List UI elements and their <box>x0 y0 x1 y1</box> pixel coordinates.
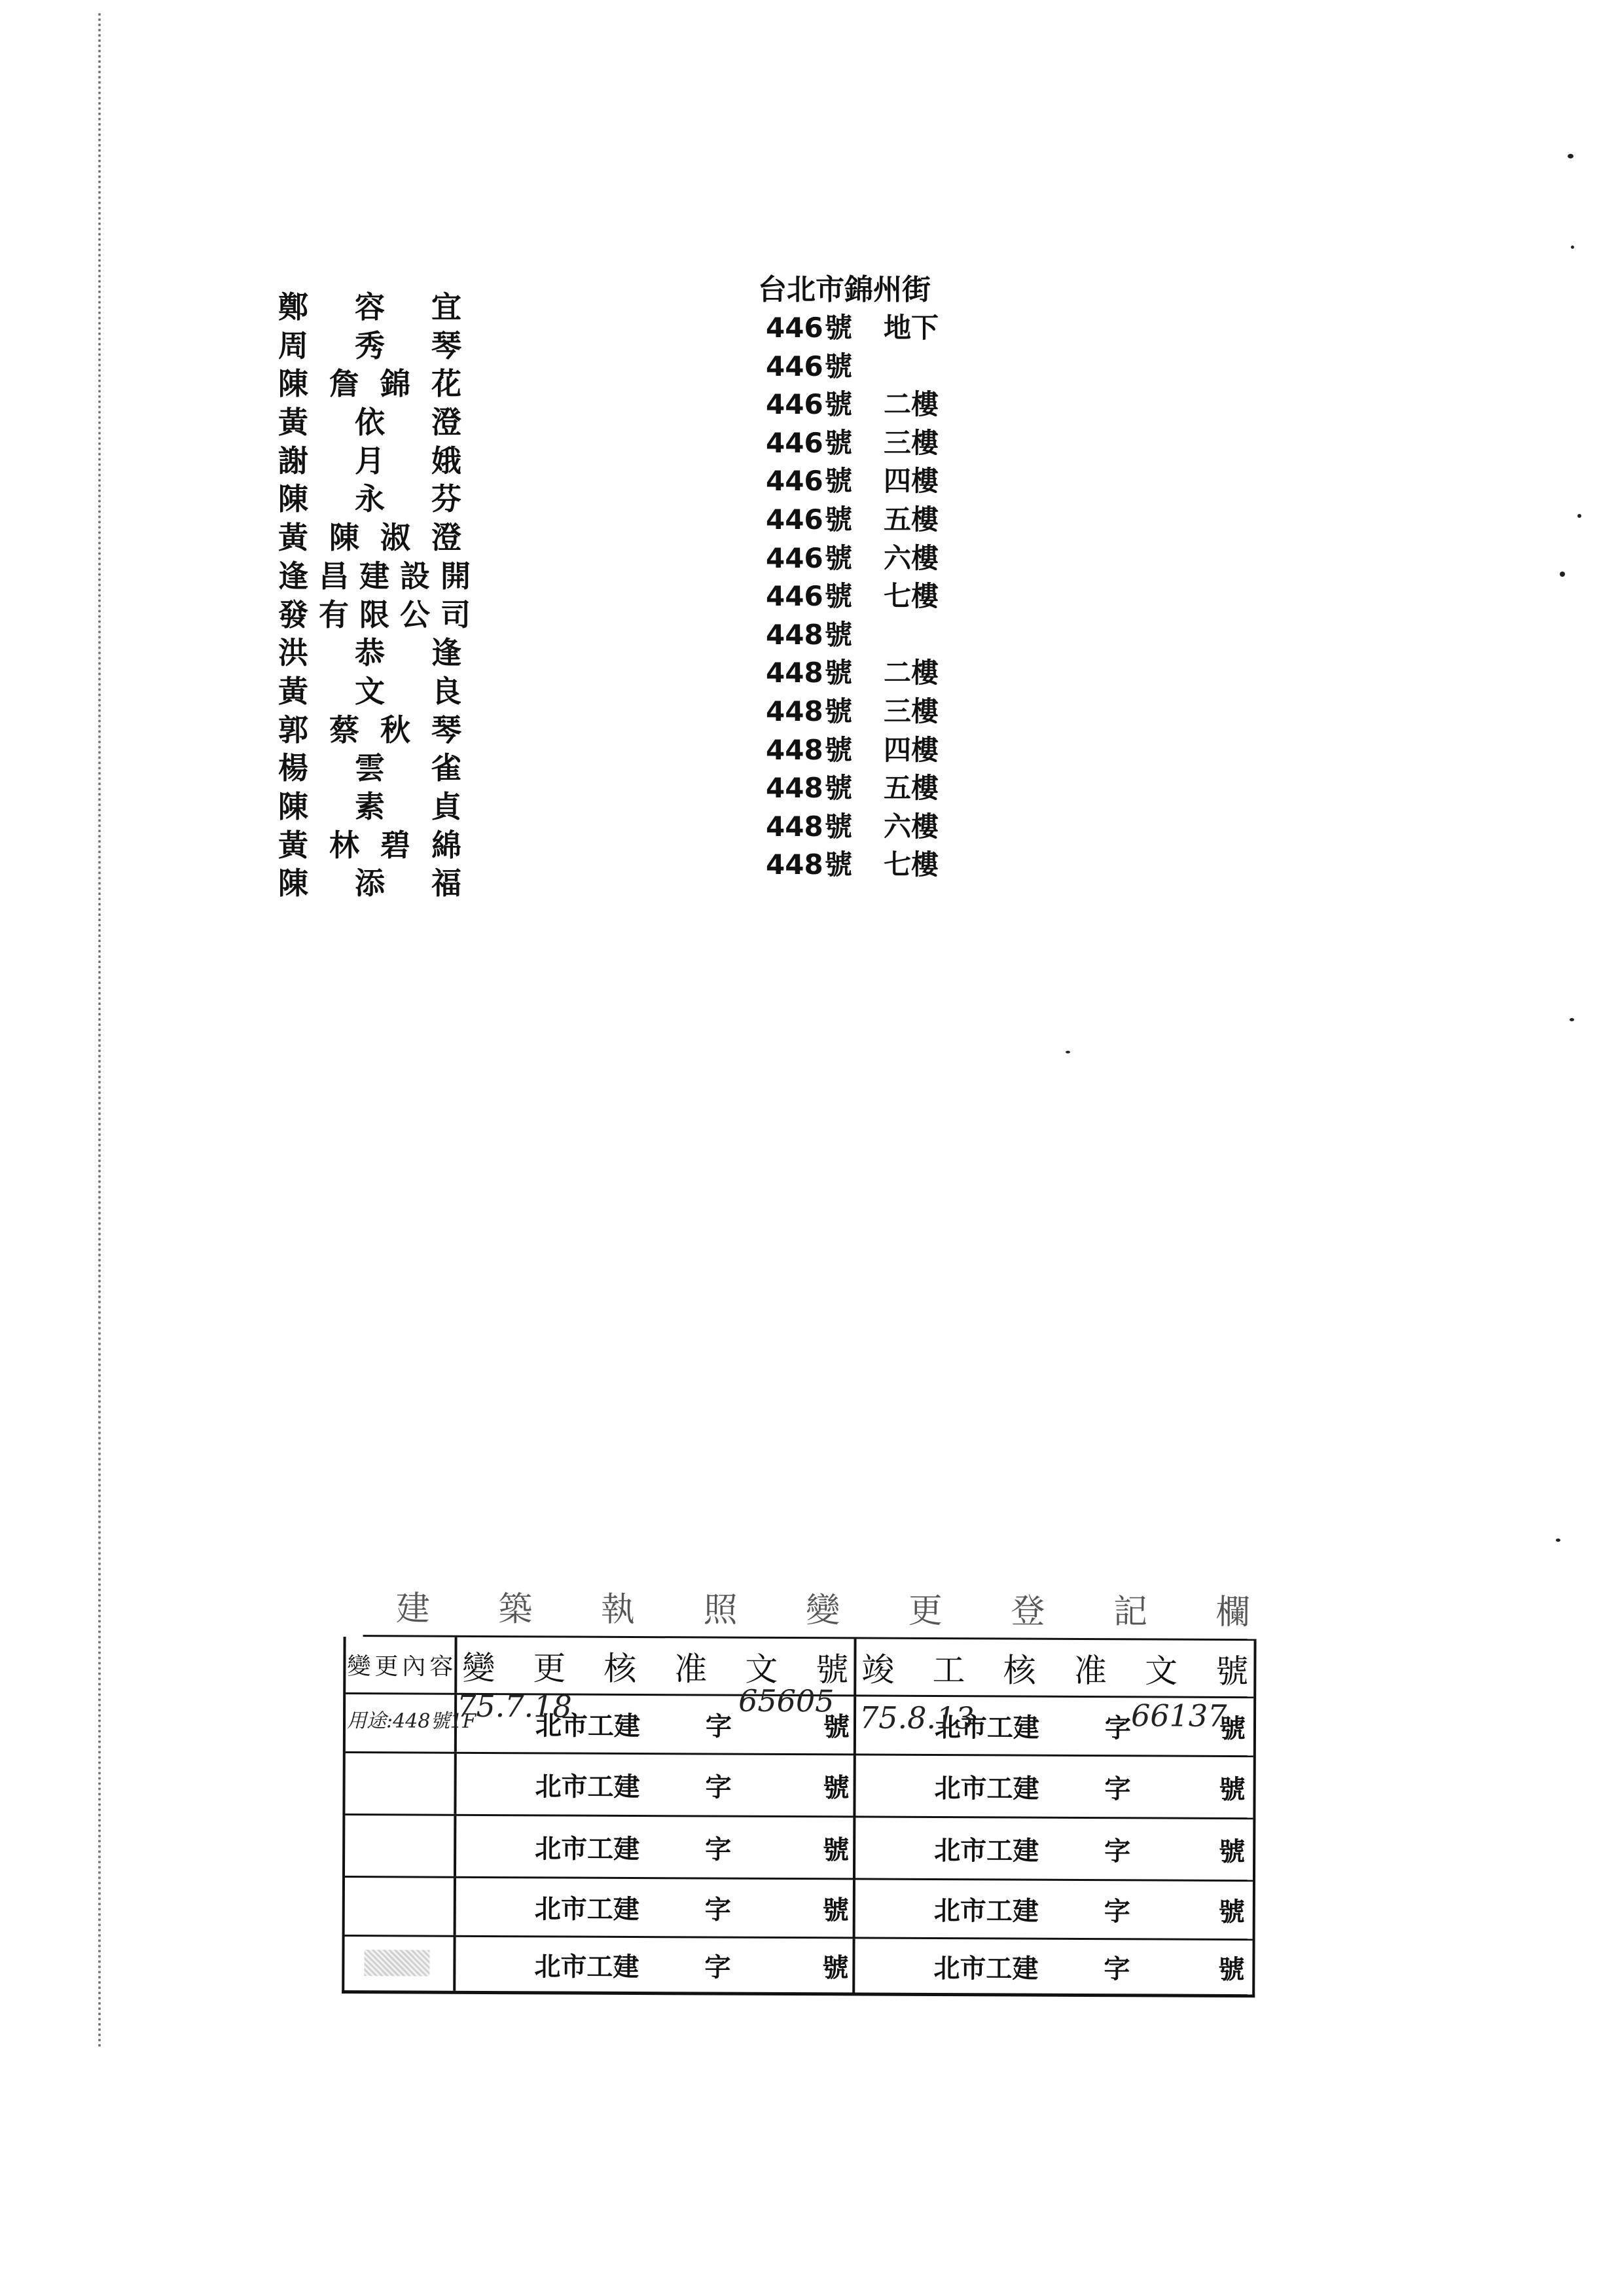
scan-speck <box>1577 514 1581 518</box>
address-line <box>766 348 939 386</box>
address-line <box>766 539 939 578</box>
address-floor: 三樓 <box>884 695 939 727</box>
address-line <box>766 693 939 731</box>
address-num: 448 <box>766 810 823 843</box>
handwritten-no1: 65605 <box>738 1683 835 1719</box>
owner-name: 陳 添 福 <box>278 866 461 902</box>
header-completion-approval-no: 竣 工 核 准 文 號 <box>861 1650 1249 1690</box>
register-title-char: 登 <box>1011 1591 1045 1631</box>
approval-hao: 號 <box>1218 1954 1245 1985</box>
approval-hao: 號 <box>1219 1713 1246 1745</box>
scan-speck <box>1570 1018 1574 1021</box>
owner-name: 洪 恭 逢 <box>278 635 461 671</box>
address-hao: 號 <box>825 503 853 536</box>
register-row <box>346 1683 1253 1755</box>
header-change-approval-no: 變 更 核 准 文 號 <box>462 1649 849 1688</box>
address-floor: 六樓 <box>884 810 939 843</box>
address-hao: 號 <box>825 848 853 881</box>
owner-name: 謝 月 娥 <box>278 443 461 479</box>
address-list <box>766 309 939 884</box>
address-floor: 四樓 <box>884 465 939 498</box>
register-row <box>345 1751 1253 1817</box>
approval-zi: 字 <box>705 1771 732 1803</box>
address-floor: 五樓 <box>884 772 939 805</box>
handwritten-content: 用途:448號1F <box>346 1709 476 1733</box>
address-num: 448 <box>766 618 823 651</box>
address-line <box>766 769 939 808</box>
address-hao: 號 <box>825 580 853 613</box>
register-title-char: 變 <box>806 1590 840 1630</box>
register-title-char: 執 <box>600 1590 636 1630</box>
page-edge <box>98 13 101 2049</box>
address-hao: 號 <box>825 541 853 574</box>
approval-zi: 字 <box>1104 1713 1132 1744</box>
approval-zi: 字 <box>705 1711 732 1742</box>
approval-hao: 號 <box>823 1834 850 1865</box>
approval-zi: 字 <box>1104 1896 1130 1927</box>
owner-name: 陳 素 貞 <box>278 788 461 824</box>
approval-prefix: 北市工建 <box>933 1952 1039 1984</box>
approval-prefix: 北市工建 <box>934 1834 1039 1867</box>
approval-hao: 號 <box>1219 1836 1246 1867</box>
address-num: 448 <box>766 695 823 727</box>
register-title-char: 照 <box>703 1590 738 1630</box>
address-line <box>766 846 939 884</box>
address-line <box>766 424 939 463</box>
address-hao: 號 <box>825 426 853 459</box>
address-floor: 七樓 <box>884 848 939 881</box>
address-num: 446 <box>766 426 823 459</box>
change-register-table <box>335 1575 1257 1997</box>
address-hao: 號 <box>825 695 853 727</box>
address-floor: 七樓 <box>884 580 939 613</box>
approval-zi: 字 <box>1104 1953 1130 1984</box>
owner-name: 黃 文 良 <box>278 673 461 709</box>
owner-name: 郭 蔡 秋 琴 <box>278 712 461 748</box>
scan-speck <box>1568 154 1573 158</box>
owner-name: 黃 林 碧 綿 <box>278 827 461 863</box>
scan-speck <box>1066 1051 1070 1053</box>
approval-hao: 號 <box>822 1895 849 1926</box>
address-num: 446 <box>766 503 823 536</box>
owner-name: 逢 昌 建 設 開 <box>278 558 471 594</box>
address-line <box>766 808 939 847</box>
register-row <box>345 1813 1253 1880</box>
approval-zi: 字 <box>704 1951 731 1983</box>
approval-prefix: 北市工建 <box>535 1710 641 1742</box>
address-floor: 二樓 <box>884 388 939 421</box>
address-floor: 五樓 <box>884 503 939 536</box>
address-hao: 號 <box>825 350 853 382</box>
owner-name: 黃 陳 淑 澄 <box>278 520 461 556</box>
register-grid <box>342 1637 1256 1997</box>
address-hao: 號 <box>825 657 853 689</box>
owner-name: 鄭 容 宜 <box>278 289 461 325</box>
handwritten-no2: 66137 <box>1130 1698 1227 1734</box>
address-floor: 六樓 <box>884 541 939 574</box>
address-hao: 號 <box>825 312 853 344</box>
address-num: 448 <box>766 848 823 881</box>
address-hao: 號 <box>825 465 853 498</box>
approval-zi: 字 <box>704 1894 731 1925</box>
approval-hao: 號 <box>823 1772 850 1803</box>
address-floor: 二樓 <box>884 657 939 689</box>
scan-speck <box>1571 246 1574 249</box>
approval-zi: 字 <box>1104 1835 1131 1867</box>
address-hao: 號 <box>825 733 853 766</box>
smudge <box>364 1950 429 1976</box>
address-line <box>766 577 939 616</box>
owner-list <box>278 288 471 903</box>
address-num: 446 <box>766 580 823 613</box>
register-row <box>345 1876 1253 1939</box>
approval-zi: 字 <box>1104 1773 1131 1804</box>
approval-hao: 號 <box>1219 1774 1246 1805</box>
scan-speck <box>1560 572 1565 577</box>
approval-prefix: 北市工建 <box>934 1711 1040 1743</box>
register-row <box>344 1935 1252 1994</box>
register-title-char: 建 <box>395 1588 430 1629</box>
address-num: 446 <box>766 388 823 421</box>
address-hao: 號 <box>825 618 853 651</box>
address-line <box>766 462 939 501</box>
register-title-char: 更 <box>908 1591 943 1631</box>
approval-prefix: 北市工建 <box>535 1832 640 1865</box>
address-num: 448 <box>766 657 823 689</box>
address-num: 446 <box>766 350 823 382</box>
register-title-char: 築 <box>498 1589 533 1629</box>
address-hao: 號 <box>825 388 853 421</box>
approval-prefix: 北市工建 <box>534 1950 639 1982</box>
approval-hao: 號 <box>1218 1896 1245 1928</box>
address-hao: 號 <box>825 772 853 805</box>
address-num: 448 <box>766 772 823 805</box>
address-line <box>766 386 939 424</box>
address-num: 448 <box>766 733 823 766</box>
owner-name: 周 秀 琴 <box>278 327 461 363</box>
register-title-char: 欄 <box>1215 1592 1250 1632</box>
address-line <box>766 616 939 655</box>
address-line <box>766 654 939 693</box>
address-line <box>766 501 939 539</box>
handwritten-date2: 75.8.13 <box>859 1700 975 1736</box>
approval-prefix: 北市工建 <box>534 1893 639 1925</box>
address-num: 446 <box>766 465 823 498</box>
address-num: 446 <box>766 312 823 344</box>
address-line <box>766 309 939 348</box>
address-hao: 號 <box>825 810 853 843</box>
approval-zi: 字 <box>705 1833 732 1865</box>
owner-name: 陳 永 芬 <box>278 481 461 517</box>
address-num: 446 <box>766 541 823 574</box>
register-title <box>363 1575 1257 1641</box>
approval-prefix: 北市工建 <box>535 1770 640 1802</box>
approval-hao: 號 <box>823 1711 850 1743</box>
header-change-content: 變 更 內 容 <box>347 1653 454 1681</box>
handwritten-date1: 75.7.18 <box>457 1688 572 1724</box>
address-floor: 三樓 <box>884 426 939 459</box>
address-line <box>766 731 939 770</box>
approval-hao: 號 <box>822 1952 849 1983</box>
register-title-char: 記 <box>1113 1592 1148 1631</box>
approval-prefix: 北市工建 <box>934 1772 1039 1804</box>
approval-prefix: 北市工建 <box>933 1895 1039 1927</box>
address-floor: 四樓 <box>884 733 939 766</box>
owner-name: 發 有 限 公 司 <box>278 596 471 632</box>
scan-speck <box>1556 1539 1560 1542</box>
owner-name: 楊 雲 雀 <box>278 750 461 786</box>
address-floor: 地下 <box>884 312 939 344</box>
owner-name: 黃 依 澄 <box>278 405 461 441</box>
owner-name: 陳 詹 錦 花 <box>278 366 461 402</box>
address-street: 台北市錦州街 <box>758 273 931 306</box>
